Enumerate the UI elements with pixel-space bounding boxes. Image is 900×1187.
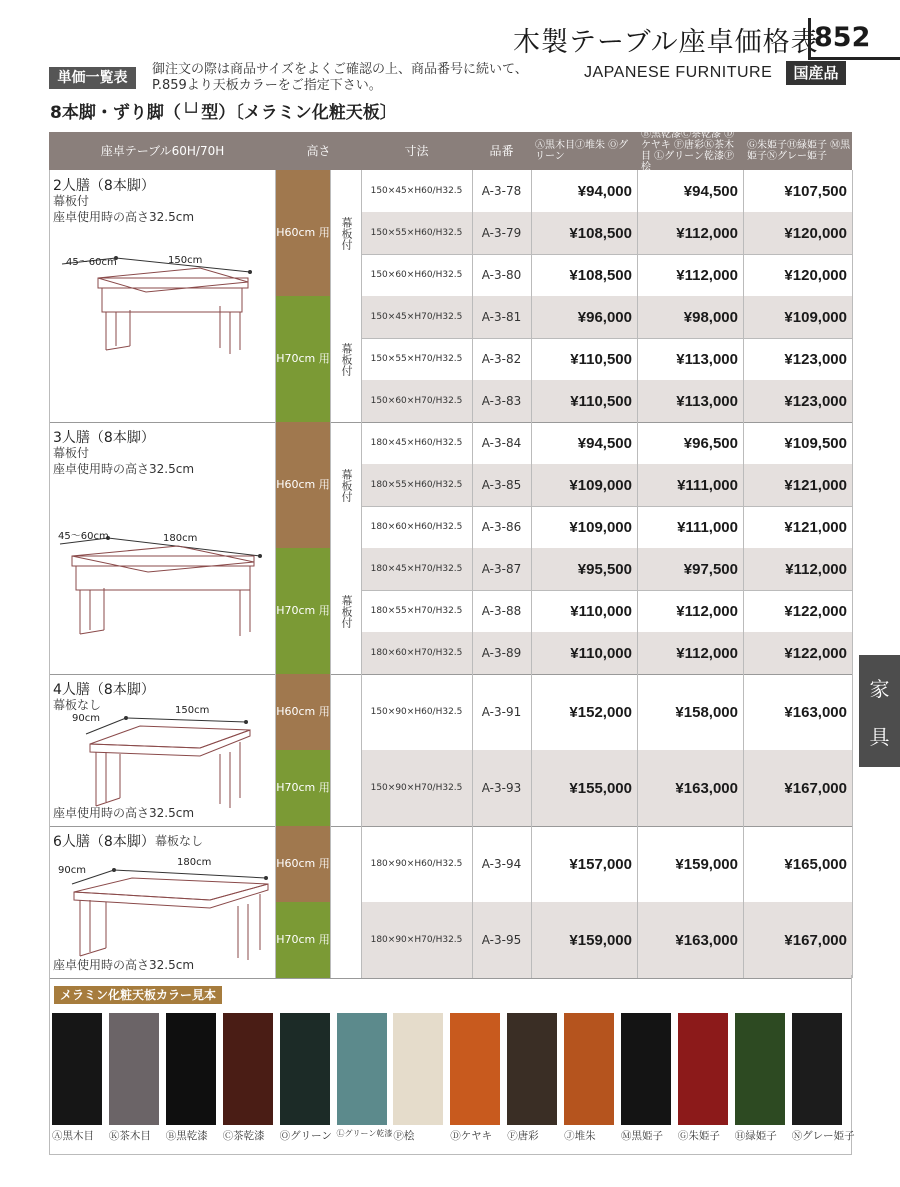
height-cell-h60: H60cm 用: [276, 422, 330, 548]
color-swatch: [223, 1013, 273, 1125]
table-row: [361, 506, 852, 548]
color-swatch: [393, 1013, 443, 1125]
color-swatch: [280, 1013, 330, 1125]
product-code-cell: A-3-80: [481, 268, 522, 282]
dim-width-2person: 150cm: [168, 255, 203, 266]
header-color-group-1: Ⓐ黒木目Ⓙ堆朱 Ⓞグリーン: [535, 140, 629, 162]
table-row: [361, 548, 852, 590]
color-sample-title: メラミン化粧天板カラー見本: [54, 986, 222, 1004]
product-code-cell: A-3-85: [481, 478, 522, 492]
color-swatch: [109, 1013, 159, 1125]
table-row: [361, 380, 852, 422]
size-cell: 150×55×H60/H32.5: [370, 228, 463, 238]
price-group-3-cell: ¥123,000: [784, 392, 847, 410]
column-divider: [361, 422, 362, 674]
color-swatch-label: Ⓛグリーン乾漆: [336, 1129, 393, 1138]
column-divider: [852, 170, 853, 422]
table-row: [361, 750, 852, 826]
size-cell: 180×60×H70/H32.5: [370, 648, 463, 658]
price-group-1-cell: ¥110,500: [570, 350, 632, 368]
product-code-cell: A-3-94: [481, 857, 522, 871]
product-code-cell: A-3-89: [481, 646, 522, 660]
size-cell: 150×90×H60/H32.5: [370, 707, 463, 717]
product-name: 6人膳（8本脚）: [53, 834, 155, 850]
product-subtitle: 幕板付: [53, 446, 90, 460]
column-divider: [361, 826, 362, 978]
height-cell-h60: H60cm 用: [276, 170, 330, 296]
column-divider: [531, 422, 532, 674]
product-code-cell: A-3-87: [481, 562, 522, 576]
size-cell: 180×45×H70/H32.5: [370, 564, 463, 574]
color-swatch: [564, 1013, 614, 1125]
height-cell-h70: H70cm 用: [276, 750, 330, 826]
header-color-group-2: Ⓑ黒乾漆Ⓒ茶乾漆 Ⓓケヤキ Ⓕ唐彩Ⓚ茶木目 Ⓛグリーン乾漆Ⓟ桧: [641, 129, 735, 173]
price-group-3-cell: ¥109,000: [784, 308, 847, 326]
color-swatch-label: Ⓜ黒姫子: [621, 1130, 663, 1142]
color-swatch: [507, 1013, 557, 1125]
column-divider: [330, 826, 331, 978]
price-group-1-cell: ¥157,000: [569, 855, 632, 873]
color-swatch-label: Ⓚ茶木目: [108, 1130, 151, 1142]
product-code-cell: A-3-84: [481, 436, 522, 450]
price-group-2-cell: ¥113,000: [676, 350, 738, 368]
price-group-1-cell: ¥96,000: [577, 308, 632, 326]
color-swatch: [337, 1013, 387, 1125]
dim-depth-3person: 45～60cm: [58, 531, 109, 542]
product-subtitle: 幕板なし: [53, 698, 102, 712]
color-swatch-label: Ⓗ緑姫子: [734, 1130, 777, 1142]
color-swatch-label: Ⓒ茶乾漆: [222, 1130, 265, 1142]
order-note-line1: 御注文の際は商品サイズをよくご確認の上、商品番号に続いて、: [152, 62, 528, 77]
column-divider: [472, 826, 473, 978]
column-divider: [531, 170, 532, 422]
color-swatch: [450, 1013, 500, 1125]
product-code-cell: A-3-81: [481, 310, 522, 324]
size-cell: 150×90×H70/H32.5: [370, 783, 463, 793]
size-cell: 180×45×H60/H32.5: [370, 438, 463, 448]
price-group-2-cell: ¥96,500: [683, 434, 738, 452]
price-group-3-cell: ¥167,000: [784, 931, 847, 949]
column-divider: [330, 422, 331, 674]
price-group-1-cell: ¥94,500: [577, 434, 632, 452]
domestic-badge: 国産品: [786, 61, 846, 85]
table-row: [361, 254, 852, 296]
dim-depth-2person: 45～60cm: [66, 257, 117, 268]
table-header: [49, 129, 852, 173]
price-group-3-cell: ¥112,000: [785, 560, 847, 578]
size-cell: 150×45×H60/H32.5: [370, 186, 463, 196]
column-divider: [531, 826, 532, 978]
price-group-2-cell: ¥98,000: [683, 308, 738, 326]
apron-label: 幕板付: [340, 342, 353, 376]
table-left-border: [49, 170, 50, 422]
column-divider: [637, 422, 638, 674]
header-height: 高さ: [306, 143, 331, 158]
apron-label: 幕板付: [340, 216, 353, 250]
apron-label: 幕板付: [340, 594, 353, 628]
size-cell: 180×60×H60/H32.5: [370, 522, 463, 532]
price-group-2-cell: ¥158,000: [675, 703, 738, 721]
product-subtitle: 幕板付: [53, 194, 90, 208]
order-note-line2: P.859より天板カラーをご指定下さい。: [152, 78, 382, 93]
column-divider: [361, 170, 362, 422]
table-row: [361, 422, 852, 464]
color-swatch-label: Ⓝグレー姫子: [791, 1130, 855, 1142]
product-height-note: 座卓使用時の高さ32.5cm: [53, 958, 195, 972]
height-cell-h60: H60cm 用: [276, 826, 330, 902]
column-divider: [852, 826, 853, 978]
column-divider: [531, 674, 532, 826]
order-note: [152, 62, 528, 94]
price-group-1-cell: ¥108,500: [569, 266, 632, 284]
price-group-3-cell: ¥121,000: [784, 518, 847, 536]
color-swatch-label: Ⓖ朱姫子: [677, 1130, 720, 1142]
price-group-3-cell: ¥121,000: [784, 476, 847, 494]
product-subtitle: 幕板なし: [155, 834, 204, 848]
color-swatch: [792, 1013, 842, 1125]
price-group-1-cell: ¥108,500: [569, 224, 632, 242]
table-row: [361, 212, 852, 254]
price-group-2-cell: ¥159,000: [675, 855, 738, 873]
table-row: [361, 590, 852, 632]
size-cell: 150×60×H60/H32.5: [370, 270, 463, 280]
color-swatch: [678, 1013, 728, 1125]
price-group-1-cell: ¥95,500: [577, 560, 632, 578]
table-illustration-4person: [80, 712, 270, 812]
price-group-1-cell: ¥159,000: [569, 931, 632, 949]
price-group-2-cell: ¥112,000: [676, 602, 738, 620]
price-group-3-cell: ¥120,000: [784, 266, 847, 284]
table-left-border: [49, 826, 50, 978]
size-cell: 150×60×H70/H32.5: [370, 396, 463, 406]
size-cell: 180×90×H70/H32.5: [370, 935, 463, 945]
price-group-2-cell: ¥113,000: [676, 392, 738, 410]
table-left-border: [49, 422, 50, 674]
column-divider: [637, 674, 638, 826]
product-code-cell: A-3-83: [481, 394, 522, 408]
column-divider: [743, 826, 744, 978]
product-name: 2人膳（8本脚）: [53, 178, 155, 194]
category-english: JAPANESE FURNITURE: [584, 64, 773, 81]
price-group-1-cell: ¥109,000: [569, 518, 632, 536]
header-code: 品番: [489, 143, 514, 158]
table-row: [361, 632, 852, 674]
product-code-cell: A-3-82: [481, 352, 522, 366]
price-group-1-cell: ¥110,000: [570, 644, 632, 662]
dim-depth-6person: 90cm: [58, 865, 86, 876]
dim-width-3person: 180cm: [163, 533, 198, 544]
size-cell: 180×55×H70/H32.5: [370, 606, 463, 616]
color-swatch-label: Ⓕ唐彩: [507, 1130, 539, 1142]
color-swatch-label: Ⓙ堆朱: [564, 1130, 596, 1142]
table-row: [361, 902, 852, 978]
price-group-3-cell: ¥120,000: [784, 224, 847, 242]
price-group-2-cell: ¥112,000: [676, 644, 738, 662]
price-group-2-cell: ¥112,000: [676, 266, 738, 284]
column-divider: [472, 422, 473, 674]
table-illustration-6person: [62, 862, 272, 962]
product-name: 4人膳（8本脚）: [53, 682, 155, 698]
product-code-cell: A-3-79: [481, 226, 522, 240]
color-swatch-label: Ⓓケヤキ: [450, 1130, 493, 1142]
price-group-2-cell: ¥94,500: [683, 182, 738, 200]
color-swatch: [621, 1013, 671, 1125]
header-size: 寸法: [404, 143, 429, 158]
price-group-3-cell: ¥167,000: [784, 779, 847, 797]
column-divider: [472, 170, 473, 422]
table-row: [361, 170, 852, 212]
column-divider: [852, 422, 853, 674]
column-divider: [743, 422, 744, 674]
price-group-2-cell: ¥163,000: [675, 779, 738, 797]
product-code-cell: A-3-93: [481, 781, 522, 795]
dim-width-4person: 150cm: [175, 705, 210, 716]
color-swatch: [735, 1013, 785, 1125]
product-code-cell: A-3-91: [481, 705, 522, 719]
price-list-badge: 単価一覧表: [49, 67, 136, 89]
price-group-2-cell: ¥111,000: [677, 518, 738, 536]
product-code-cell: A-3-86: [481, 520, 522, 534]
price-group-1-cell: ¥109,000: [569, 476, 632, 494]
table-row: [361, 296, 852, 338]
table-row: [361, 338, 852, 380]
price-group-1-cell: ¥110,000: [570, 602, 632, 620]
product-code-cell: A-3-78: [481, 184, 522, 198]
color-swatch-label: Ⓟ桧: [393, 1130, 415, 1142]
column-divider: [637, 170, 638, 422]
height-cell-h60: H60cm 用: [276, 674, 330, 750]
height-cell-h70: H70cm 用: [276, 296, 330, 422]
apron-label: 幕板付: [340, 468, 353, 502]
size-cell: 180×55×H60/H32.5: [370, 480, 463, 490]
price-group-1-cell: ¥155,000: [569, 779, 632, 797]
page-title: 木製テーブル座卓価格表: [513, 27, 819, 58]
price-group-1-cell: ¥110,500: [570, 392, 632, 410]
price-group-3-cell: ¥109,500: [784, 434, 847, 452]
price-group-3-cell: ¥165,000: [784, 855, 847, 873]
size-cell: 150×55×H70/H32.5: [370, 354, 463, 364]
column-divider: [330, 674, 331, 826]
product-name: 3人膳（8本脚）: [53, 430, 155, 446]
product-code-cell: A-3-88: [481, 604, 522, 618]
color-swatch-label: Ⓞグリーン: [279, 1130, 332, 1142]
price-group-2-cell: ¥163,000: [675, 931, 738, 949]
side-tab-char-2: 具: [869, 724, 890, 749]
table-row: [361, 464, 852, 506]
price-group-3-cell: ¥122,000: [784, 602, 847, 620]
height-cell-h70: H70cm 用: [276, 902, 330, 978]
product-height-note: 座卓使用時の高さ32.5cm: [53, 462, 195, 476]
price-group-3-cell: ¥123,000: [784, 350, 847, 368]
color-swatch: [52, 1013, 102, 1125]
column-divider: [637, 826, 638, 978]
category-side-tab: [859, 655, 900, 767]
column-divider: [361, 674, 362, 826]
product-code-cell: A-3-95: [481, 933, 522, 947]
table-illustration-3person: [58, 532, 268, 644]
color-swatch: [166, 1013, 216, 1125]
price-group-1-cell: ¥152,000: [569, 703, 632, 721]
column-divider: [330, 170, 331, 422]
product-height-note: 座卓使用時の高さ32.5cm: [53, 806, 195, 820]
price-group-3-cell: ¥122,000: [784, 644, 847, 662]
color-swatch-label: Ⓑ黒乾漆: [165, 1130, 208, 1142]
price-group-1-cell: ¥94,000: [577, 182, 632, 200]
header-product: 座卓テーブル60H/70H: [100, 143, 225, 158]
column-divider: [743, 170, 744, 422]
table-left-border: [49, 674, 50, 826]
header-color-group-3: Ⓖ朱姫子Ⓗ緑姫子 Ⓜ黒姫子Ⓝグレー姫子: [747, 140, 851, 162]
price-group-2-cell: ¥112,000: [676, 224, 738, 242]
price-group-3-cell: ¥163,000: [784, 703, 847, 721]
size-cell: 150×45×H70/H32.5: [370, 312, 463, 322]
dim-width-6person: 180cm: [177, 857, 212, 868]
price-group-2-cell: ¥111,000: [677, 476, 738, 494]
price-group-3-cell: ¥107,500: [784, 182, 847, 200]
height-cell-h70: H70cm 用: [276, 548, 330, 674]
side-tab-char-1: 家: [869, 676, 890, 701]
color-swatch-label: Ⓐ黒木目: [52, 1130, 94, 1142]
column-divider: [743, 674, 744, 826]
product-height-note: 座卓使用時の高さ32.5cm: [53, 210, 195, 224]
table-row: [361, 674, 852, 750]
column-divider: [472, 674, 473, 826]
column-divider: [852, 674, 853, 826]
section-subtitle: 8本脚・ずり脚（└┘型）〔メラミン化粧天板〕: [50, 103, 397, 123]
table-row: [361, 826, 852, 902]
page-number: 852: [814, 22, 871, 53]
size-cell: 180×90×H60/H32.5: [370, 859, 463, 869]
dim-depth-4person: 90cm: [72, 713, 100, 724]
price-group-2-cell: ¥97,500: [683, 560, 738, 578]
